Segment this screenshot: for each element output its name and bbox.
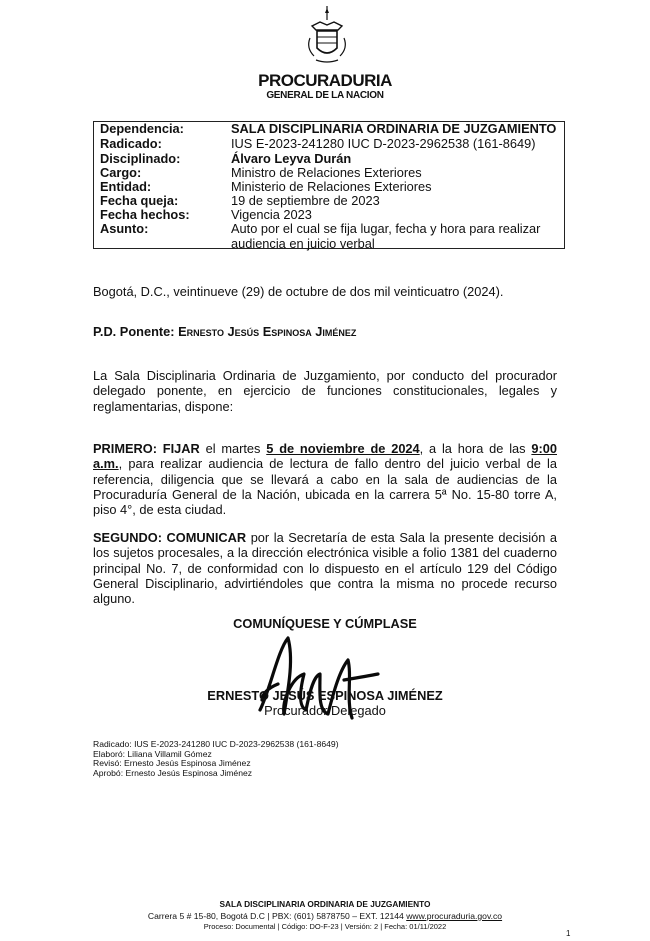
hearing-date: 5 de noviembre de 2024 — [266, 441, 420, 456]
footer-contact: Carrera 5 # 15-80, Bogotá D.C | PBX: (601) 5878750 – EXT. 12144 www.procuraduria.gov.co — [147, 911, 503, 921]
primero-label: PRIMERO: FIJAR — [93, 441, 200, 456]
ponente-label: P.D. Ponente: — [93, 324, 179, 339]
page-number: 1 — [566, 929, 571, 938]
info-value: Ministro de Relaciones Exteriores — [231, 165, 422, 180]
info-value: Álvaro Leyva Durán — [231, 151, 352, 166]
signer-title: Procurador Delegado — [264, 703, 386, 718]
intro-paragraph: La Sala Disciplinaria Ordinaria de Juzgamiento, por conducto del procurador delegado ponente, en ejercicio de funciones constitucionales, legales y reglamentarias, dispone: — [93, 368, 557, 414]
org-subname: GENERAL DE LA NACION — [266, 90, 384, 101]
org-name: PROCURADURIA — [258, 71, 392, 90]
info-value: Ministerio de Relaciones Exteriores — [231, 179, 432, 194]
info-value: Vigencia 2023 — [231, 207, 312, 222]
segundo-label: SEGUNDO: COMUNICAR — [93, 530, 247, 545]
ponente-line — [93, 324, 557, 339]
coat-of-arms-icon — [292, 4, 362, 70]
info-label: Fecha queja: — [100, 193, 179, 208]
note-line: Aprobó: Ernesto Jesús Espinosa Jiménez — [93, 768, 253, 778]
hearing-time: 9:00 a.m. — [93, 441, 557, 472]
info-value: IUS E-2023-241280 IUC D-2023-2962538 (161-8649) — [231, 136, 536, 151]
info-label: Fecha hechos: — [100, 207, 190, 222]
info-value: SALA DISCIPLINARIA ORDINARIA DE JUZGAMIENTO — [231, 121, 557, 136]
info-value: 19 de septiembre de 2023 — [231, 193, 380, 208]
info-label: Radicado: — [100, 136, 162, 151]
note-line: Radicado: IUS E-2023-241280 IUC D-2023-2962538 (161-8649) — [93, 739, 339, 749]
date-line: Bogotá, D.C., veintinueve (29) de octubre de dos mil veinticuatro (2024). — [93, 284, 504, 299]
website-link[interactable]: www.procuraduria.gov.co — [406, 911, 503, 921]
info-label: Entidad: — [100, 179, 152, 194]
signer-name: ERNESTO JESÚS ESPINOSA JIMÉNEZ — [207, 688, 443, 703]
note-line: Elaboró: Liliana Villamil Gómez — [93, 749, 212, 759]
closing-formula: COMUNÍQUESE Y CÚMPLASE — [233, 616, 417, 631]
footer-process: Proceso: Documental | Código: DO-F-23 | Versión: 2 | Fecha: 01/11/2022 — [203, 922, 447, 931]
segundo-paragraph: SEGUNDO: COMUNICAR por la Secretaría de esta Sala la presente decisión a los sujetos procesales, a la dirección electrónica visible a folio 1381 del cuaderno principal No. 7, de conformidad con lo dispuesto en el artículo 129 del Código General Disciplinario, advirtiéndoles que contra la misma no procede recurso alguno. — [93, 530, 557, 607]
info-label: Disciplinado: — [100, 151, 181, 166]
footer-title: SALA DISCIPLINARIA ORDINARIA DE JUZGAMIENTO — [219, 899, 431, 909]
info-label: Asunto: — [100, 221, 149, 236]
ponente-name: Ernesto Jesús Espinosa Jiménez — [178, 324, 357, 339]
info-label: Dependencia: — [100, 121, 184, 136]
note-line: Revisó: Ernesto Jesús Espinosa Jiménez — [93, 758, 251, 768]
primero-paragraph: PRIMERO: FIJAR el martes 5 de noviembre de 2024, a la hora de las 9:00 a.m., para realizar audiencia de lectura de fallo dentro del juicio verbal de la referencia, diligencia que se llevará a cabo en la sala de audiencias de la Procuraduría General de la Nación, ubicada en la carrera 5ª No. 15-80 torre A, piso 4°, de esta ciudad. — [93, 441, 557, 518]
info-value: Auto por el cual se fija lugar, fecha y hora para realizar audiencia en juicio verbal — [231, 221, 541, 251]
info-label: Cargo: — [100, 165, 142, 180]
